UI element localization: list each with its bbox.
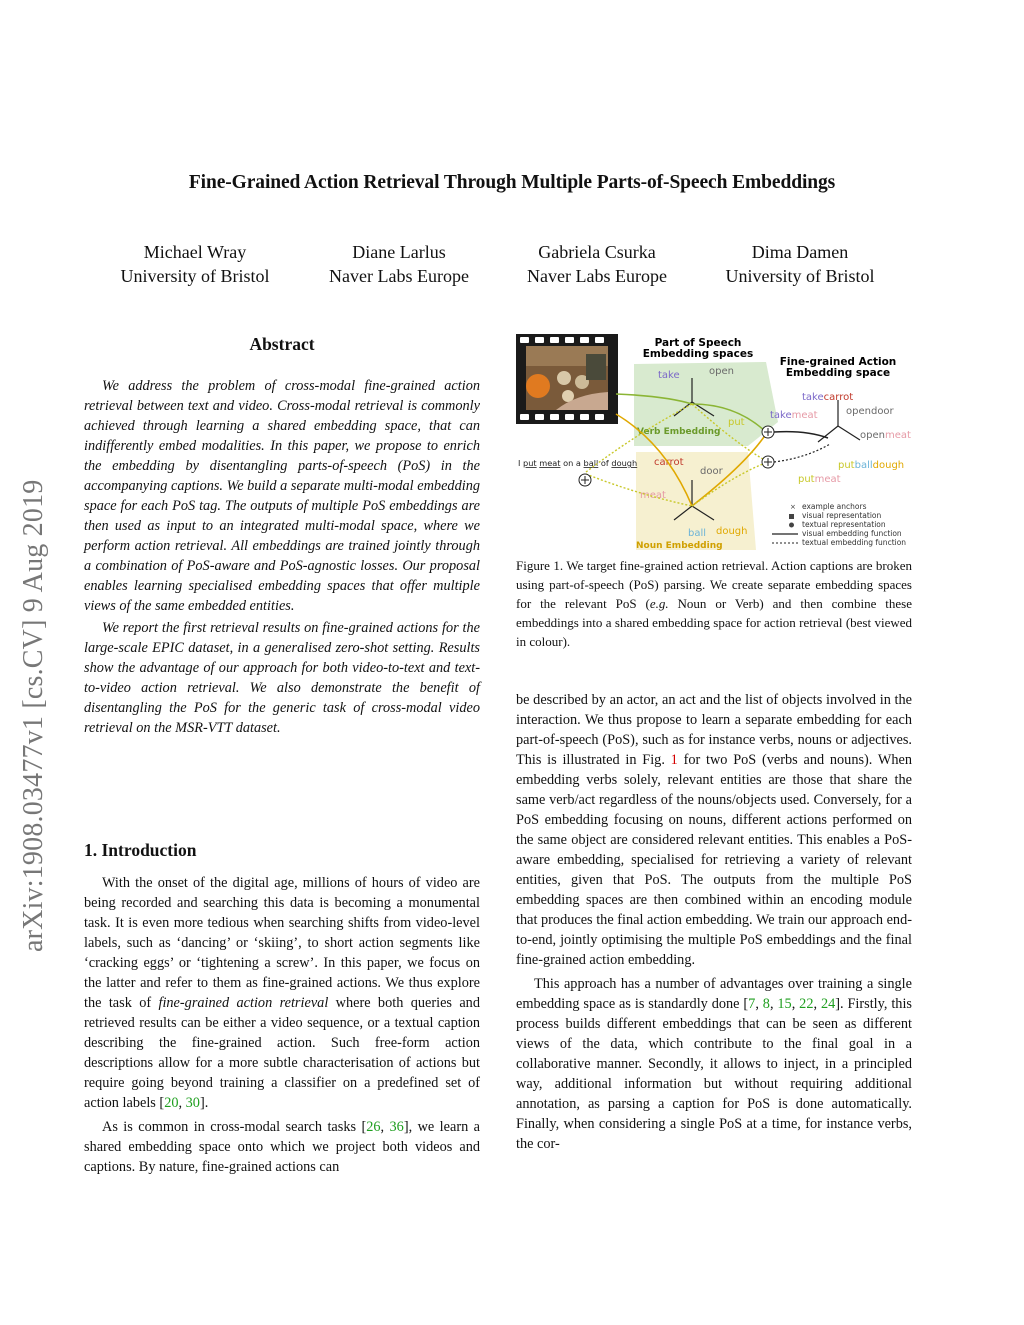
author-name: Michael Wray	[143, 242, 247, 262]
verb-word-take: take	[658, 370, 680, 381]
paper-title: Fine-Grained Action Retrieval Through Multiple Parts-of-Speech Embeddings	[188, 172, 836, 193]
citation-link[interactable]: 8	[762, 996, 770, 1012]
author-affiliation: University of Bristol	[120, 266, 270, 286]
verb-word-put: put	[728, 417, 745, 428]
author-name: Dima Damen	[751, 242, 849, 262]
pos-title-line2: Embedding spaces	[642, 348, 754, 360]
action-open-door: opendoor	[846, 406, 894, 417]
action-put-meat: putmeat	[798, 474, 841, 485]
legend-item: example anchors	[802, 502, 867, 511]
legend-item: textual representation	[802, 520, 886, 529]
noun-word-dough: dough	[716, 526, 748, 537]
abstract-heading: Abstract	[249, 334, 315, 354]
svg-text:×: ×	[790, 503, 796, 511]
citation-link[interactable]: 7	[748, 996, 756, 1012]
author-block	[685, 240, 915, 288]
action-take-carrot: takecarrot	[802, 392, 854, 403]
author-affiliation: Naver Labs Europe	[527, 266, 667, 286]
verb-word-open: open	[709, 366, 734, 377]
citation-link[interactable]: 26	[366, 1119, 381, 1135]
section-heading: 1. Introduction	[84, 840, 197, 860]
action-title-line1: Fine-grained Action	[779, 356, 897, 368]
intro-paragraph: With the onset of the digital age, millions of hours of video are being recorded and searching this data is becoming a monumental task. It is even more tedious when searching shifts from video-level labels, such as ‘dancing’ or ‘skiing’, to short action segments like ‘cracking eggs’ or ‘tightening a screw’. In this paper, we focus on the latter and refer to them as fine-grained actions. We thus explore the task of fine-grained action retrieval where both queries and retrieved results can be either a video sequence, or a textual caption describing the fine-grained action. Such free-form action descriptions allow for a more subtle characterisation of actions but require going beyond training a classifier on a predefined set of action labels [20, 30].	[84, 875, 480, 1111]
citation-link[interactable]: 36	[389, 1119, 404, 1135]
introduction-right-body	[516, 690, 912, 1154]
noun-embedding-label: Noun Embedding	[636, 541, 723, 551]
author-name: Diane Larlus	[352, 242, 446, 262]
abstract-body	[84, 376, 480, 738]
arxiv-identifier: arXiv:1908.03477v1 [cs.CV] 9 Aug 2019	[18, 479, 49, 952]
video-thumbnail	[516, 334, 618, 424]
citation-link[interactable]: 30	[185, 1095, 200, 1111]
noun-word-meat: meat	[640, 490, 666, 501]
action-take-meat: takemeat	[770, 410, 818, 421]
citation-link[interactable]: 15	[777, 996, 792, 1012]
citation-link[interactable]: 24	[820, 996, 836, 1012]
action-put-ball-dough: putballdough	[838, 460, 905, 471]
legend-item: visual representation	[802, 511, 882, 520]
abstract-paragraph: We report the first retrieval results on fine-grained actions for the large-scale EPIC dataset, in a generalised zero-shot setting. Results show the advantage of our approach for both video-to-text and text-to-video action retrieval. We also demonstrate the benefit of disentangling the PoS for the generic task of cross-modal video retrieval on the MSR-VTT dataset.	[84, 620, 480, 736]
intro-paragraph: This approach has a number of advantages over training a single embedding space as is standardly done [7, 8, 15, 22, 24]. Firstly, this process builds different embeddings that can be seen as different views of the data, which contribute to the final goal in a collaborative manner. Secondly, it allows to inject, in a principled way, additional information but without requiring additional annotation, as parsing a caption for PoS is done automatically. Finally, when considering a single PoS at a time, for instance verbs, the cor-	[516, 976, 912, 1152]
author-block	[284, 240, 514, 288]
example-caption: I put meat on a ball of dough	[518, 458, 638, 468]
author-affiliation: Naver Labs Europe	[329, 266, 469, 286]
noun-word-ball: ball	[688, 528, 707, 539]
noun-word-carrot: carrot	[654, 457, 684, 468]
figure-1	[516, 334, 914, 554]
legend-item: visual embedding function	[802, 529, 902, 538]
figure-1-diagram	[516, 334, 914, 554]
author-block	[482, 240, 712, 288]
author-block	[80, 240, 310, 288]
author-affiliation: University of Bristol	[725, 266, 875, 286]
figure-legend	[772, 502, 906, 547]
citation-link[interactable]: 22	[799, 996, 814, 1012]
author-name: Gabriela Csurka	[538, 242, 656, 262]
action-open-meat: openmeat	[860, 430, 911, 441]
citation-link[interactable]: 20	[164, 1095, 179, 1111]
action-title-line2: Embedding space	[785, 367, 891, 379]
verb-embedding-label: Verb Embedding	[637, 427, 721, 437]
intro-paragraph: be described by an actor, an act and the list of objects involved in the interaction. We thus propose to learn a separate embedding for each part-of-speech (PoS), such as for instance verbs, nouns or adjectives. This is illustrated in Fig. 1 for two PoS (verbs and nouns). When embedding verbs solely, relevant entities are those that share the same verb/act regardless of the nouns/objects used. Conversely, for a PoS embedding focusing on nouns, different actions performed on the same object are considered relevant entities. This enables a PoS-aware embedding, specialised for retrieving a variety of relevant entities, given that PoS. The outputs from the multiple PoS embedding spaces are then combined within an encoding module that produces the final action embedding. We train our approach end-to-end, jointly optimising the multiple PoS embeddings and the final fine-grained action embedding.	[516, 692, 913, 968]
figure-reference-link[interactable]: 1	[670, 752, 678, 768]
intro-paragraph: As is common in cross-modal search tasks [26, 36], we learn a shared embedding space onto which we project both videos and captions. By nature, fine-grained actions can	[84, 1119, 480, 1175]
pos-title-line1: Part of Speech	[654, 337, 742, 349]
noun-word-door: door	[700, 466, 723, 477]
abstract-paragraph: We address the problem of cross-modal fine-grained action retrieval between text and video. Cross-modal retrieval is commonly achieved through learning a shared embedding space, that can indifferently embed modalities. In this paper, we propose to enrich the embedding by disentangling parts-of-speech (PoS) in the accompanying captions. We build a separate multi-modal embedding space for each PoS tag. The outputs of multiple PoS embeddings are then used as input to an integrated multi-modal space, where we perform action retrieval. All embeddings are trained jointly through a combination of PoS-aware and PoS-agnostic losses. Our proposal enables learning specialised embedding spaces that offer multiple views of the same embedded entities.	[84, 378, 480, 614]
legend-item: textual embedding function	[802, 538, 907, 547]
figure-1-caption: Figure 1. We target fine-grained action retrieval. Action captions are broken using part-of-speech (PoS) parsing. We create separate embedding spaces for the relevant PoS (e.g. Noun or Verb) and then combine these embeddings into a shared embedding space for action retrieval (best viewed in colour).	[516, 558, 912, 649]
introduction-left-body	[84, 873, 480, 1177]
